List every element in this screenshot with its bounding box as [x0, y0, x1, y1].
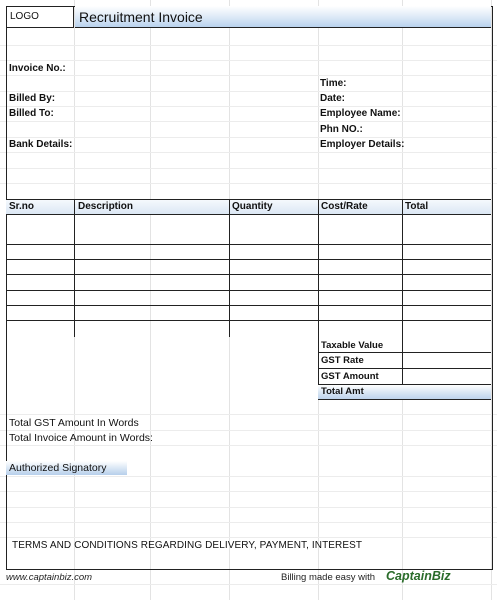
total-amount-label: Total Amt [321, 386, 364, 397]
gridline [0, 584, 497, 585]
table-row-line [6, 305, 491, 306]
column-divider [74, 199, 75, 337]
website-link[interactable]: www.captainbiz.com [6, 572, 93, 583]
invoice-sheet [6, 6, 493, 570]
summary-row-line [318, 399, 491, 400]
gst-amount-label: GST Amount [321, 371, 379, 382]
taxable-value-label: Taxable Value [321, 340, 384, 351]
terms-and-conditions: TERMS AND CONDITIONS REGARDING DELIVERY, PAYMENT, INTEREST [12, 540, 363, 551]
phone-number-label: Phn NO.: [320, 124, 363, 135]
invoice-no-label: Invoice No.: [9, 63, 66, 74]
brand-name: CaptainBiz [386, 569, 451, 583]
summary-row-line [318, 352, 491, 353]
footer-tagline: Billing made easy with [281, 572, 375, 583]
gst-rate-label: GST Rate [321, 355, 364, 366]
table-row-line [6, 274, 491, 275]
column-divider [229, 199, 230, 337]
table-header [6, 199, 491, 215]
billed-to-label: Billed To: [9, 108, 54, 119]
logo-placeholder: LOGO [6, 6, 74, 28]
date-label: Date: [320, 93, 346, 104]
column-header-srno: Sr.no [9, 201, 35, 212]
employer-details-label: Employer Details: [320, 139, 405, 150]
table-row-line [6, 320, 491, 321]
captainbiz-logo [386, 569, 451, 583]
summary-row-line [318, 368, 491, 369]
column-header-total: Total [405, 201, 429, 212]
column-divider [318, 199, 319, 400]
table-row-line [6, 259, 491, 260]
gst-amount-in-words-label: Total GST Amount In Words [9, 417, 139, 429]
column-divider [402, 199, 403, 400]
time-label: Time: [320, 78, 347, 89]
bank-details-label: Bank Details: [9, 139, 73, 150]
table-row-line [6, 290, 491, 291]
column-header-description: Description [78, 201, 134, 212]
invoice-title: Recruitment Invoice [75, 6, 491, 28]
invoice-amount-in-words-label: Total Invoice Amount in Words: [9, 432, 153, 444]
column-header-quantity: Quantity [232, 201, 273, 212]
billed-by-label: Billed By: [9, 93, 56, 104]
employee-name-label: Employee Name: [320, 108, 401, 119]
authorized-signatory: Authorized Signatory [6, 461, 127, 475]
table-row-line [6, 244, 491, 245]
column-header-cost-rate: Cost/Rate [321, 201, 368, 212]
